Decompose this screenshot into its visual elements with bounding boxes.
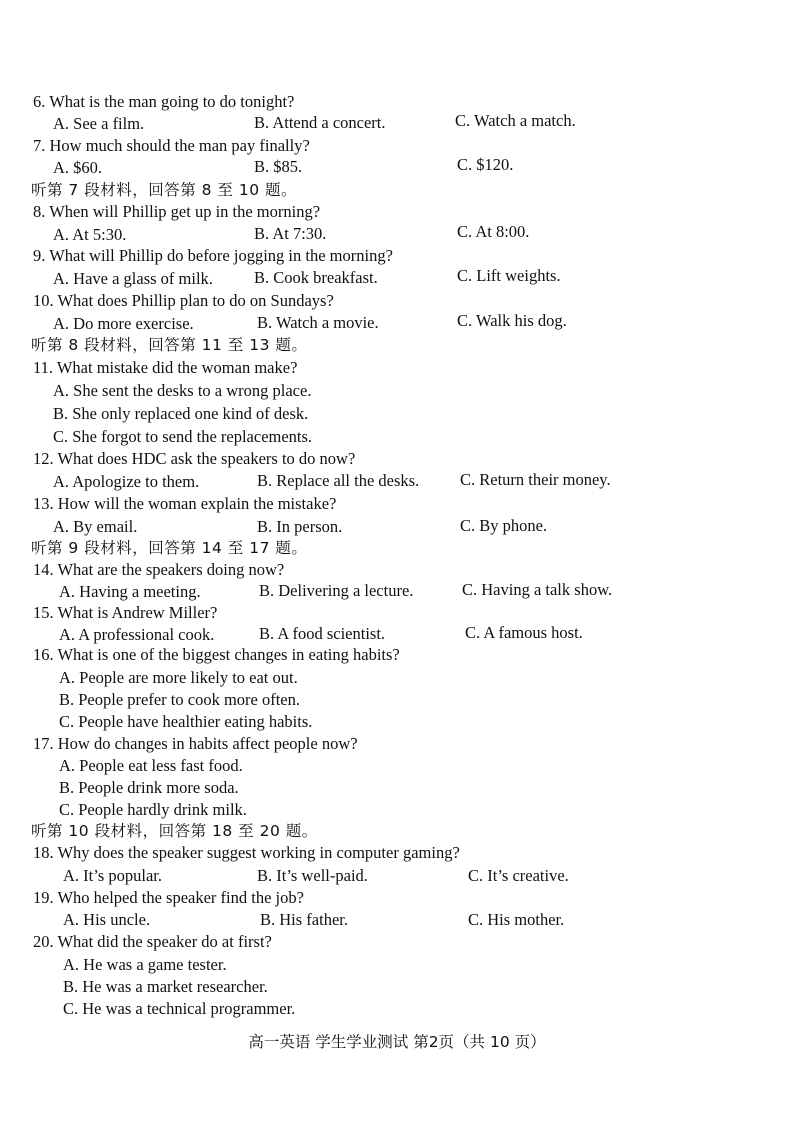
question-14-option-a: A. Having a meeting.: [59, 582, 201, 601]
question-14-option-c: C. Having a talk show.: [462, 580, 613, 599]
question-16-stem: 16. What is one of the biggest changes in eating habits?: [33, 645, 400, 664]
question-19-stem: 19. Who helped the speaker find the job?: [33, 888, 304, 907]
question-18-stem: 18. Why does the speaker suggest working in computer gaming?: [33, 843, 460, 862]
question-9-option-c: C. Lift weights.: [457, 266, 561, 285]
question-13-option-c: C. By phone.: [460, 516, 548, 535]
question-9-stem: 9. What will Phillip do before jogging in the morning?: [33, 246, 393, 265]
question-16-option-b: B. People prefer to cook more often.: [59, 690, 301, 709]
question-20-option-b: B. He was a market researcher.: [63, 977, 268, 996]
question-8-option-c: C. At 8:00.: [457, 222, 530, 241]
question-9-option-b: B. Cook breakfast.: [254, 268, 378, 287]
question-11-option-b: B. She only replaced one kind of desk.: [53, 404, 309, 423]
question-15-stem: 15. What is Andrew Miller?: [33, 603, 218, 622]
question-11-option-a: A. She sent the desks to a wrong place.: [53, 381, 312, 400]
question-6-option-b: B. Attend a concert.: [254, 113, 386, 132]
section-10-instruction: 听第 10 段材料，回答第 18 至 20 题。: [31, 822, 318, 840]
question-20-option-c: C. He was a technical programmer.: [63, 999, 296, 1018]
question-19-option-c: C. His mother.: [468, 910, 565, 929]
question-6-stem: 6. What is the man going to do tonight?: [33, 92, 295, 111]
question-7-option-b: B. $85.: [254, 157, 303, 176]
question-20-stem: 20. What did the speaker do at first?: [33, 932, 272, 951]
question-17-option-c: C. People hardly drink milk.: [59, 800, 247, 819]
question-14-stem: 14. What are the speakers doing now?: [33, 560, 285, 579]
question-10-option-c: C. Walk his dog.: [457, 311, 567, 330]
section-9-instruction: 听第 9 段材料，回答第 14 至 17 题。: [31, 539, 308, 557]
question-12-option-a: A. Apologize to them.: [53, 472, 200, 491]
question-12-option-c: C. Return their money.: [460, 470, 611, 489]
section-8-instruction: 听第 8 段材料，回答第 11 至 13 题。: [31, 336, 308, 354]
question-10-option-a: A. Do more exercise.: [53, 314, 194, 333]
page-footer: 高一英语 学生学业测试 第2页（共 10 页）: [248, 1033, 546, 1051]
question-10-stem: 10. What does Phillip plan to do on Sundays?: [33, 291, 334, 310]
question-6-option-c: C. Watch a match.: [455, 111, 576, 130]
question-12-option-b: B. Replace all the desks.: [257, 471, 420, 490]
question-13-option-b: B. In person.: [257, 517, 343, 536]
question-18-option-b: B. It’s well-paid.: [257, 866, 368, 885]
question-12-stem: 12. What does HDC ask the speakers to do now?: [33, 449, 356, 468]
question-8-stem: 8. When will Phillip get up in the morning?: [33, 202, 321, 221]
question-14-option-b: B. Delivering a lecture.: [259, 581, 414, 600]
question-17-option-a: A. People eat less fast food.: [59, 756, 243, 775]
question-20-option-a: A. He was a game tester.: [63, 955, 227, 974]
question-16-option-c: C. People have healthier eating habits.: [59, 712, 313, 731]
question-9-option-a: A. Have a glass of milk.: [53, 269, 213, 288]
section-7-instruction: 听第 7 段材料，回答第 8 至 10 题。: [31, 181, 298, 199]
question-10-option-b: B. Watch a movie.: [257, 313, 379, 332]
question-15-option-b: B. A food scientist.: [259, 624, 386, 643]
question-15-option-a: A. A professional cook.: [59, 625, 215, 644]
question-17-stem: 17. How do changes in habits affect people now?: [33, 734, 358, 753]
question-7-option-a: A. $60.: [53, 158, 103, 177]
question-7-stem: 7. How much should the man pay finally?: [33, 136, 310, 155]
question-15-option-c: C. A famous host.: [465, 623, 583, 642]
question-7-option-c: C. $120.: [457, 155, 514, 174]
question-11-stem: 11. What mistake did the woman make?: [33, 358, 298, 377]
question-6-option-a: A. See a film.: [53, 114, 145, 133]
question-17-option-b: B. People drink more soda.: [59, 778, 239, 797]
question-19-option-b: B. His father.: [260, 910, 348, 929]
question-13-stem: 13. How will the woman explain the mistake?: [33, 494, 337, 513]
question-18-option-a: A. It’s popular.: [63, 866, 162, 885]
question-18-option-c: C. It’s creative.: [468, 866, 569, 885]
question-11-option-c: C. She forgot to send the replacements.: [53, 427, 313, 446]
question-16-option-a: A. People are more likely to eat out.: [59, 668, 298, 687]
question-13-option-a: A. By email.: [53, 517, 138, 536]
question-8-option-b: B. At 7:30.: [254, 224, 327, 243]
question-19-option-a: A. His uncle.: [63, 910, 151, 929]
question-8-option-a: A. At 5:30.: [53, 225, 127, 244]
